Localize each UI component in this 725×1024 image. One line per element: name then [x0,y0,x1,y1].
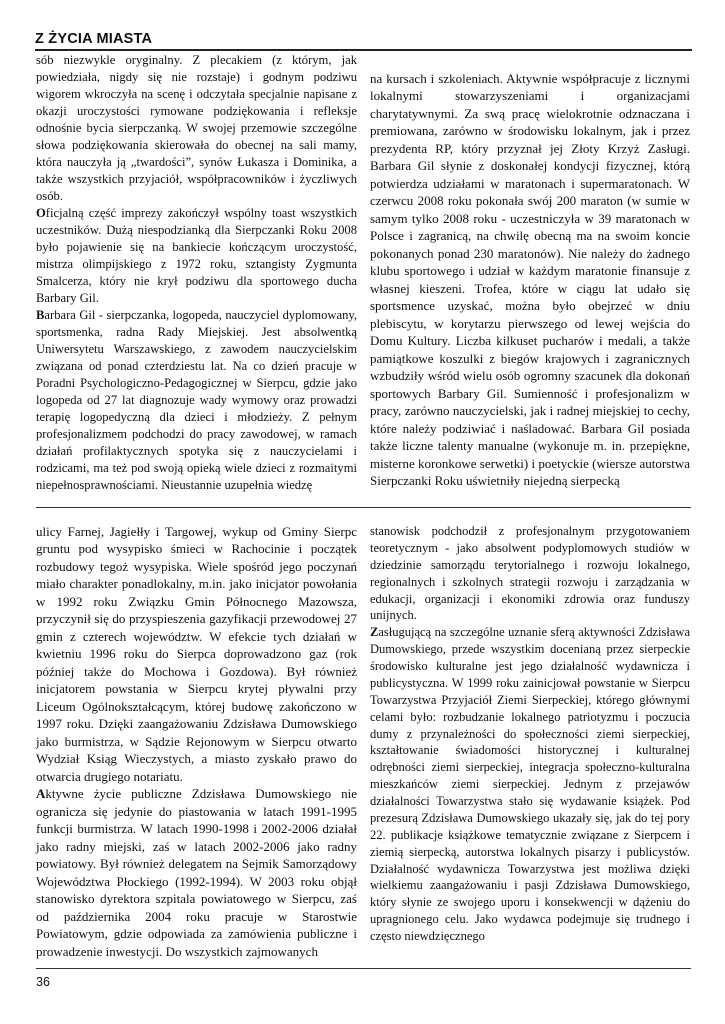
drop-initial: A [36,786,46,802]
page-number: 36 [36,975,50,989]
upper-left-column [36,52,357,494]
drop-initial: B [36,308,45,322]
paragraph-text: sób niezwykle oryginalny. Z plecakiem (z którym, jak powiedziała, nigdy się nie rozstaje) i godnym podziwu wigorem wkroczyła na scenę i odczytała specjalnie napisane z okazji uroczystości rymowane podziękowania i refleksje odnośnie bycia sierpczanką. W swojej przemowie szczególne słowa podziękowania skierowała do obecnej na sali mamy, która nauczyła ją „twardości”, synów Łukasza i Dominika, a także wszystkich przyjaciół, współpracowników i życzliwych osób. [36,53,357,203]
paragraph-text: stanowisk podchodził z profesjonalnym przygotowaniem teoretycznym - jako absolwent podyplomowych studiów w dziedzinie samorządu terytorialnego i rozwoju lokalnego, regionalnych i szkolnych strategii rozwoju i zarządzania w edukacji, organizacji i ekonomiki zdrowia oraz funduszy unijnych. [370,524,690,623]
paragraph-text: na kursach i szkoleniach. Aktywnie współpracuje z licznymi lokalnymi stowarzyszeniami i organizacjami charytatywnymi. Za swą pracę wielokrotnie odznaczana i premiowana, zarówno w środowisku lokalnym, jak i przez prezydenta RP, który przyznał jej Złoty Krzyż Zasługi. Barbara Gil słynie z doskonałej kondycji fizycznej, którą potwierdza udziałami w maratonach i supermaratonach. W czerwcu 2008 roku pokonała swój 200 maraton (w sumie w samym tylko 2008 roku - uczestniczyła w 39 maratonach w Polsce i zagranicą, na chwilę obecną ma na swoim koncie pokonanych ponad 230 maratonów). Nie należy do żadnego klubu sportowego i udział w każdym maratonie finansuje z własnej kieszeni. Trofea, które w ciągu lat udało się sportsmence uzyskać, można było obejrzeć w dniu plebiscytu, w korytarzu pierwszego od lewej wejścia do Domu Kultury. Liczba kilkuset pucharów i medali, a także pamiątkowe koszulki z biegów krajowych i zagranicznych wzbudziły wśród wielu osób ogromny szacunek dla dokonań sportowych Barbary Gil. Sumienność i profesjonalizm w pracy, zarówno nauczycielski, jak i radnej miejskiej to cechy, które należy podziwiać i naśladować. Barbara Gil posiada także liczne talenty manualne (wykonuje m. in. przepiękne, misterne koronkowe serwetki) i poetyckie (wiersze autorstwa Sierpczanki Roku uświetniły niejedną sierpecką [370,71,690,489]
section-title: Z ŻYCIA MIASTA [35,31,153,47]
paragraph [370,624,690,945]
section-divider [36,507,691,508]
paragraph [36,523,357,785]
lower-right-column [370,523,690,945]
paragraph [36,205,357,307]
upper-right-column [370,70,690,490]
paragraph-text: ficjalną część imprezy zakończył wspólny toast wszystkich uczestników. Dużą niespodzianką dla Sierpczanki Roku 2008 było pojawienie się na bankiecie kończącym uroczystość, mistrza olimpijskiego z 1972 roku, sztangisty Zygmunta Smalcerza, który nie krył podziwu dla sportowego ducha Barbary Gil. [36,206,357,305]
footer-rule [36,968,691,969]
lower-left-column [36,523,357,960]
drop-initial: O [36,206,46,220]
paragraph-text: asługującą na szczególne uznanie sferą aktywności Zdzisława Dumowskiego, przede wszystkim docenianą przez sierpeckie środowisko kulturalne jest jego działalność wydawnicza i publicystyczna. W 1999 roku zainicjował powstanie w Sierpcu Towarzystwa Przyjaciół Ziemi Sierpeckiej, którego głównymi celami było: rozbudzanie lokalnego patriotyzmu i poczucia dumy z przynależności do społeczności ziemi sierpeckiej, kształtowanie świadomości historycznej i kulturalnej odrębności ziemi sierpeckiej, integracja społeczno-kulturalna mieszkańców ziemi sierpeckiej. Jednym z przejawów działalności Towarzystwa stało się wydawanie książek. Pod prezesurą Zdzisława Dumowskiego ukazały się, jak do tej pory 22. publikacje książkowe tematycznie związane z Sierpcem i ziemią sierpecką, autorstwa lokalnych pisarzy i publicystów. Działalność wydawnicza Towarzystwa jest możliwa dzięki wielkiemu zaangażowaniu i pasji Zdzisława Dumowskiego, który słynie ze swojego uporu i konsekwencji w dążeniu do upragnionego celu. Jako wydawca podejmuje się trudnego i często niewdzięcznego [370,625,690,943]
header-rule [35,49,692,51]
paragraph-text: ulicy Farnej, Jagiełły i Targowej, wykup od Gminy Sierpc gruntu pod wysypisko śmieci w Rachocinie i początek rozbudowy tegoż wysypiska. Wiele spośród jego poczynań miało charakter ponadlokalny, m.in. jako inicjator powołania w 1992 roku Związku Gmin Północnego Mazowsza, przyczynił się do przyspieszenia gazyfikacji przewodowej 27 gmin z czterech województw. W efekcie tych działań w kwietniu 1996 roku do Sierpca doprowadzono gaz (rok później także do Mochowa i Gozdowa). Był również inicjatorem powstania w Sierpcu krytej pływalni przy Liceum Ogólnokształcącym, której budowę zakończono w 1997 roku. Dzięki zaangażowaniu Zdzisława Dumowskiego jako burmistrza, w Sądzie Rejonowym w Sierpcu otwarto Wydział Ksiąg Wieczystych, a miasto zyskało prawo do otwarcia drugiego notariatu. [36,524,357,784]
drop-initial: Z [370,625,379,640]
paragraph [370,523,690,624]
paragraph-text: ktywne życie publiczne Zdzisława Dumowskiego nie ogranicza się jedynie do piastowania w latach 1991-1995 funkcji burmistrza. W latach 1990-1998 i 2002-2006 działał jako radny miejski, zaś w latach 2002-2006 jako radny powiatowy. Był również delegatem na Sejmik Samorządowy Województwa Płockiego (1992-1994). W 2003 roku objął stanowisko dyrektora szpitala powiatowego w Sierpcu, zaś od października 2004 roku pracuje w Starostwie Powiatowym, gdzie odpowiada za zamówienia publiczne i prowadzenie inwestycji. Do wszystkich zajmowanych [36,786,357,959]
paragraph [370,70,690,490]
page-header [35,30,692,50]
paragraph [36,307,357,494]
paragraph-text: arbara Gil - sierpczanka, logopeda, nauczyciel dyplomowany, sportsmenka, radna Rady Miejskiej. Jest absolwentką Uniwersytetu Warszawskiego, z zawodem nauczycielskim związana od ponad czterdziestu lat. Na co dzień pracuje w Poradni Psychologiczno-Pedagogicznej w Sierpcu, gdzie jako logopeda od 27 lat diagnozuje wady wymowy oraz prowadzi terapię logopedyczną dla dzieci i młodzieży. Z pełnym profesjonalizmem podchodzi do pracy zawodowej, w ramach działań profilaktycznych spotyka się z nauczycielami i rodzicami, ma też pod swoją opieką wiele dzieci z rozmaitymi niepełnosprawnościami. Nieustannie uzupełnia wiedzę [36,308,357,492]
paragraph [36,785,357,960]
paragraph [36,52,357,205]
